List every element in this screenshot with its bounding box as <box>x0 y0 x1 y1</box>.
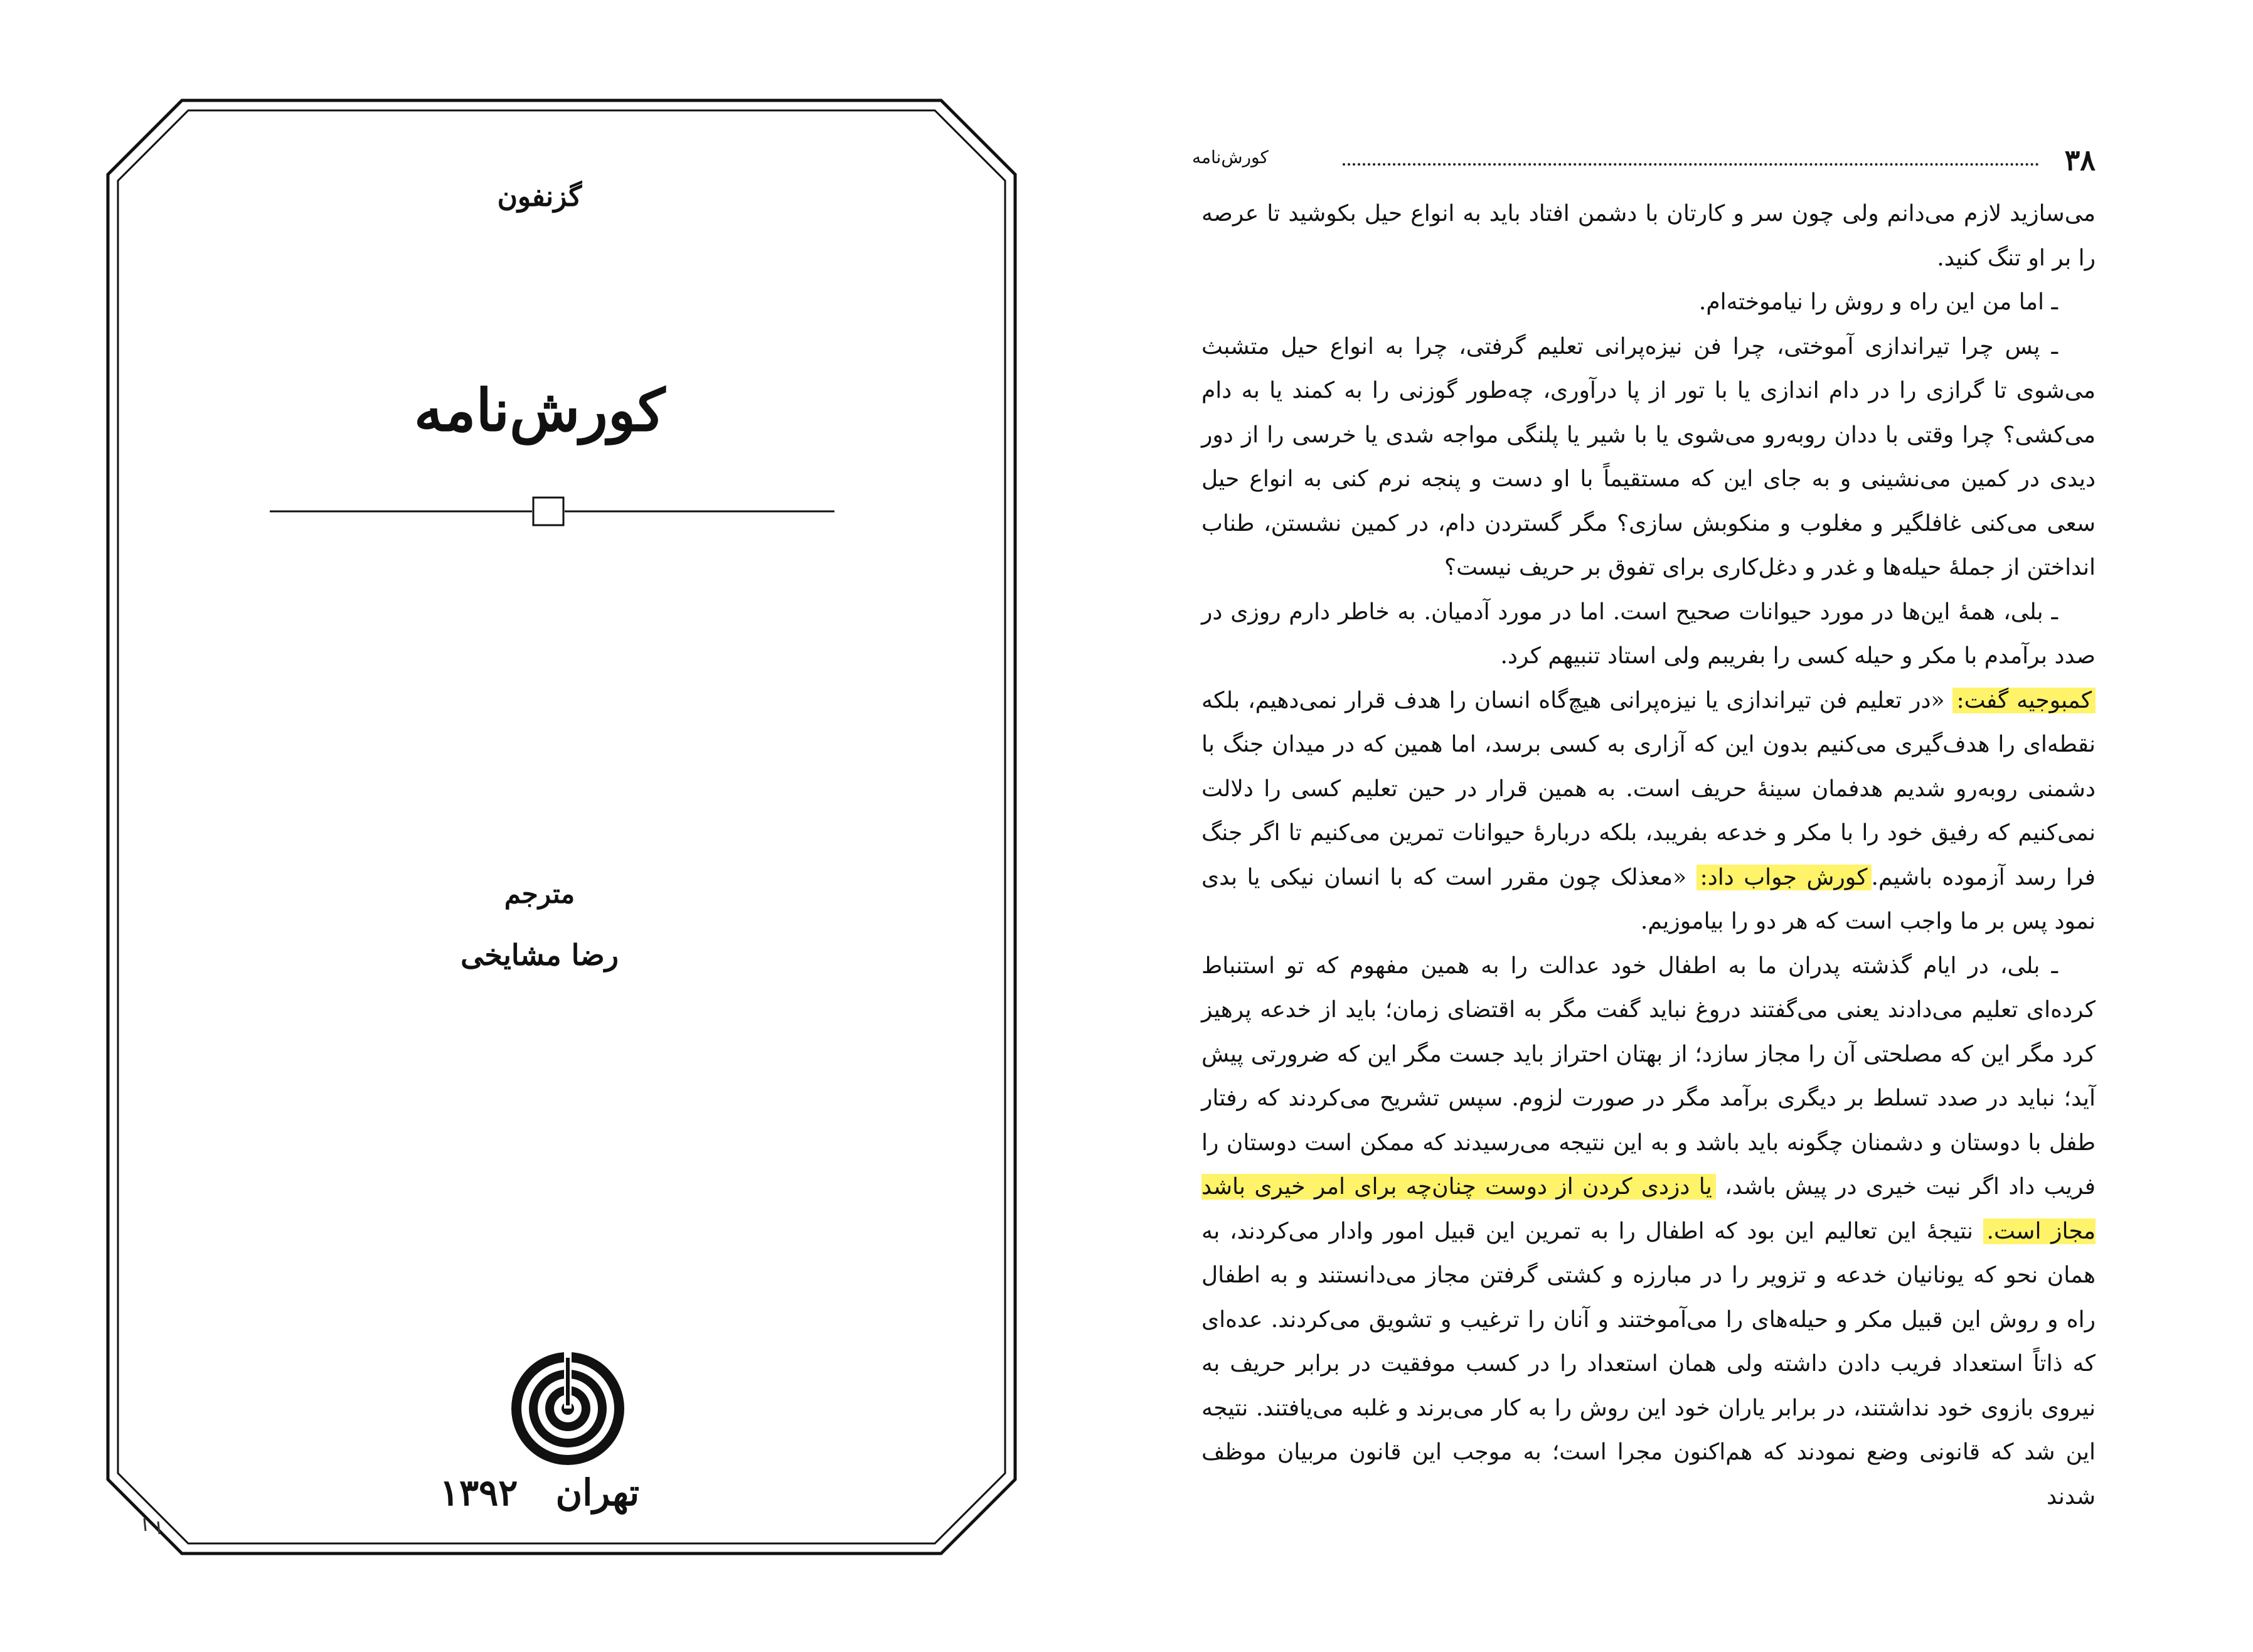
highlighted-text: کورش جواب داد: <box>1696 865 1872 890</box>
book-title: کورش‌نامه <box>413 376 666 444</box>
text-segment: «در تعلیم فن تیراندازی یا نیزه‌پرانی هیچ‌گاه انسان را هدف قرار نمی‌دهیم، بلکه نقطه‌ای را هدف‌گیری می‌کنیم بدون این که آزاری به کسی برسد، اما همین که در میدان جنگ با دشمنی روبه‌رو شدیم هدفمان سینهٔ حریف است. به همین قرار در حین تعلیم کسی را دلالت نمی‌کنیم که رفیق خود را با مکر و خدعه بفریبد، بلکه دربارهٔ حیوانات تمرین می‌کنیم تا اگر جنگ فرا رسد آزموده باشیم. <box>1201 687 2096 890</box>
highlighted-text: یا دزدی کردن از دوست چنان‌چه برای امر خیری باشد مجاز است. <box>1201 1174 2096 1244</box>
title-ornament <box>270 493 834 530</box>
paragraph <box>1201 944 2096 1520</box>
page-header <box>1192 143 2096 181</box>
paragraph <box>1201 192 2096 280</box>
paragraph <box>1201 590 2096 679</box>
text-segment: می‌سازید لازم می‌دانم ولی چون سر و کارتان با دشمن افتاد باید به انواع حیل بکوشید تا عرصه را بر او تنگ کنید. <box>1201 201 2096 271</box>
publisher-logo <box>508 1349 627 1468</box>
translator-label: مترجم <box>504 878 575 909</box>
header-rule <box>1343 163 2039 166</box>
text-segment: نتیجهٔ این تعالیم این بود که اطفال را به تمرین این قبیل امور وادار می‌کردند، به همان نحو که یونانیان خدعه و تزویر را در مبارزه و کشتی گرفتن مجاز می‌دانستند و به اطفال راه و روش این قبیل مکر و حیله‌های را می‌آموختند و آنان را ترغیب و تشویق می‌کردند. عده‌ای که ذاتاً استعداد فریب دادن داشته ولی همان استعداد را در کسب موفقیت در برابر حریف به نیروی بازوی خود نداشتند، در برابر یاران خود این روش را به کار می‌برند و غلبه می‌یافتند. نتیجه این شد که قانونی وضع نمودند که هم‌اکنون مجرا است؛ به موجب این قانون مربیان موظف شدند <box>1201 1218 2096 1510</box>
paragraph <box>1201 325 2096 590</box>
body-text <box>1201 192 2096 1519</box>
page-number: ۳۸ <box>2064 143 2096 177</box>
author-name: گزنفون <box>497 181 582 213</box>
text-segment: ـ بلی، در ایام گذشته پدران ما به اطفال خود عدالت را به همین مفهوم که تو استنباط کرده‌ای تعلیم می‌دادند یعنی می‌گفتند دروغ نباید گفت مگر به اقتضای زمان؛ باید از خدعه پرهیز کرد مگر این که مصلحتی آن را مجاز سازد؛ از بهتان احتراز باید جست مگر این که ضرورتی پیش آید؛ نباید در صدد تسلط بر دیگری برآمد مگر در صورت لزوم. سپس تشریح می‌کردند که رفتار طفل با دوستان و دشمنان چگونه باید باشد و به این نتیجه می‌رسیدند که ممکن است دوستان را فریب داد اگر نیت خیری در پیش باشد، <box>1201 952 2096 1200</box>
highlighted-text: کمبوجیه گفت: <box>1952 688 2096 713</box>
text-segment: ـ پس چرا تیراندازی آموختی، چرا فن نیزه‌پرانی تعلیم گرفتی، چرا به انواع حیل متشبث می‌شوی تا گرازی را در دام اندازی یا با تور از پا درآوری، چه‌طور گوزنی را به کمند یا به دام می‌کشی؟ چرا وقتی با ددان روبه‌رو می‌شوی یا با شیر یا پلنگی مواجه شدی یا خرسی را از دور دیدی در کمین می‌نشینی و به جای این که مستقیماً با او دست و پنجه نرم کنی به انواع حیل سعی می‌کنی غافلگیر و مغلوب و منکوبش سازی؟ مگر گستردن دام، در کمین نشستن، طناب انداختن از جملهٔ حیله‌ها و غدر و دغل‌کاری برای تفوق بر حریف نیست؟ <box>1201 333 2096 580</box>
running-title: کورش‌نامه <box>1192 147 1269 168</box>
place-and-year: تهران ۱۳۹۲ <box>439 1471 640 1514</box>
translator-name: رضا مشایخی <box>461 938 619 972</box>
text-segment: «معذلک چون مقرر است که با انسان نیکی یا بدی نمود پس بر ما واجب است که هر دو را بیاموزیم. <box>1201 864 2096 934</box>
paragraph <box>1201 679 2096 944</box>
paragraph <box>1201 280 2096 325</box>
text-segment: ـ اما من این راه و روش را نیاموخته‌ام. <box>1698 289 2058 315</box>
text-segment: ـ بلی، همهٔ این‌ها در مورد حیوانات صحیح است. اما در مورد آدمیان. به خاطر دارم روزی در صدد برآمدم با مکر و حیله کسی را بفریبم ولی استاد تنبیهم کرد. <box>1201 599 2096 669</box>
